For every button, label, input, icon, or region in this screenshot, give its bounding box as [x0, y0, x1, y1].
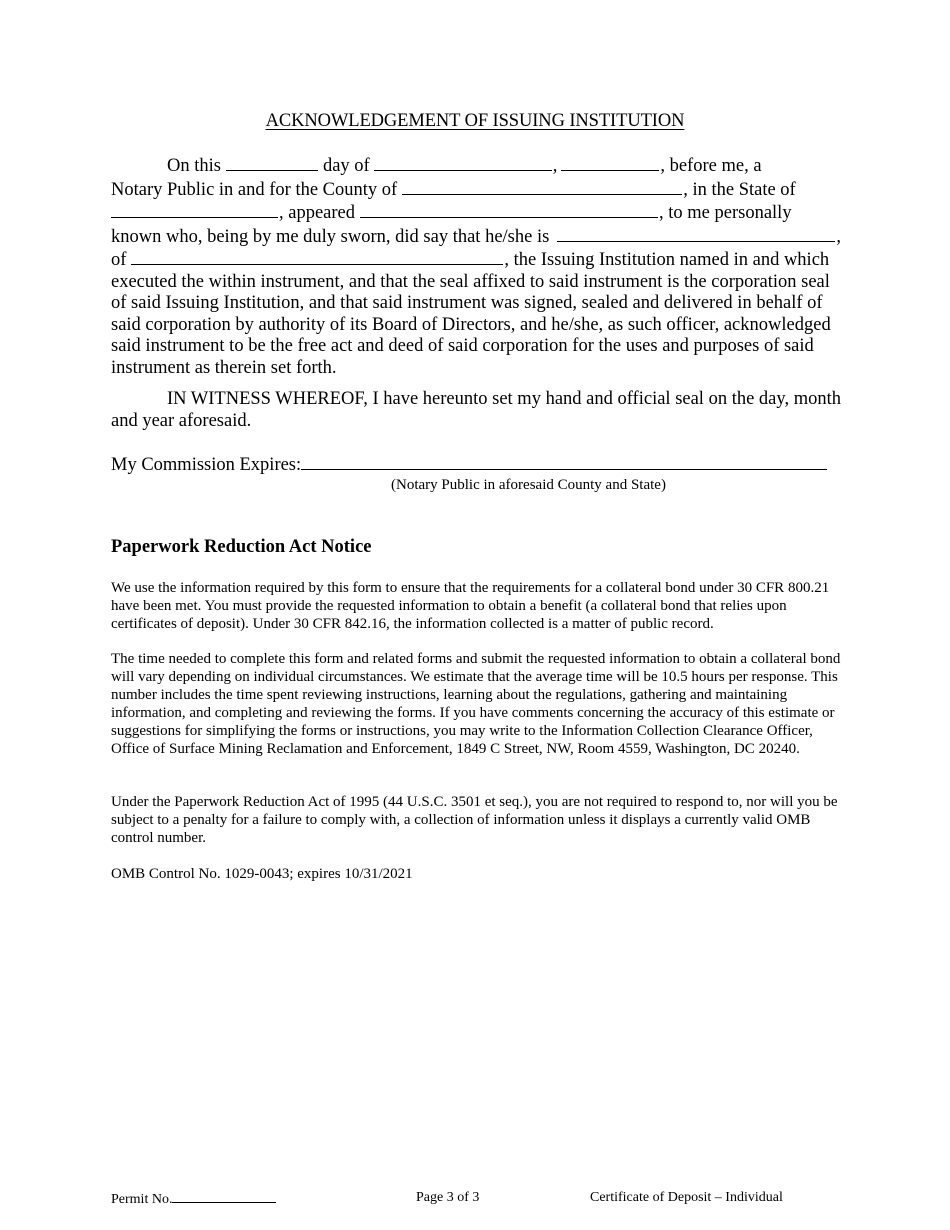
- footer-permit: [111, 1190, 276, 1208]
- month-field[interactable]: [374, 154, 552, 171]
- ack-line-2: [111, 178, 841, 202]
- commission-expires-row: [111, 453, 827, 476]
- footer-form-name: Certificate of Deposit – Individual: [590, 1190, 783, 1205]
- ack-line-1: [111, 154, 841, 178]
- ack-body-text: executed the within instrument, and that the seal affixed to said instrument is the corporation seal of said Issuing Institution, and that said instrument was signed, sealed and delivered in behalf of said corporation by authority of its Board of Directors, and he/she, as such officer, acknowledged said instrument to be the free act and deed of said corporation for the uses and purposes of said instrument as therein set forth.: [111, 271, 831, 378]
- appeared-name-field[interactable]: [360, 201, 658, 218]
- paperwork-paragraph-1: We use the information required by this form to ensure that the requirements for a collateral bond under 30 CFR 800.21 have been met. You must provide the requested information to obtain a benefit (a collateral bond that relies upon certificates of deposit). Under 30 CFR 842.16, the information collected is a matter of public record.: [111, 580, 830, 632]
- county-field[interactable]: [402, 178, 682, 195]
- ack-line-5: [111, 248, 841, 272]
- notary-county-text: Notary Public in and for the County of: [111, 179, 398, 200]
- state-of-text: , in the State of: [683, 179, 796, 200]
- omb-control-number: OMB Control No. 1029-0043; expires 10/31/2021: [111, 866, 413, 882]
- day-of-text: day of: [322, 156, 370, 176]
- before-me-text: , before me, a: [660, 156, 762, 176]
- institution-name-field[interactable]: [131, 248, 503, 265]
- title-position-field[interactable]: [557, 225, 835, 242]
- comma-text: ,: [552, 156, 558, 176]
- paperwork-paragraph-2: The time needed to complete this form and related forms and submit the requested information to obtain a collateral bond will vary depending on individual circumstances. We estimate that the average time will be 10.5 hours per response. This number includes the time spent reviewing instructions, learning about the regulations, gathering and maintaining information, and completing and reviewing the forms. If you have comments concerning the accuracy of this estimate or suggestions for simplifying the forms or instructions, you may write to the Information Collection Clearance Officer, Office of Surface Mining Reclamation and Enforcement, 1849 C Street, NW, Room 4559, Washington, DC 20240.: [111, 651, 841, 757]
- footer-page-number: Page 3 of 3: [416, 1190, 480, 1205]
- ack-line-4: [111, 225, 841, 249]
- appeared-text: , appeared: [279, 203, 356, 223]
- commission-expires-label: My Commission Expires:: [111, 455, 302, 475]
- permit-label: Permit No.: [111, 1192, 173, 1207]
- notary-caption: (Notary Public in aforesaid County and State): [391, 477, 666, 493]
- ack-line-3: [111, 201, 841, 225]
- paperwork-paragraph-3: Under the Paperwork Reduction Act of 1995 (44 U.S.C. 3501 et seq.), you are not required to respond to, nor will you be subject to a penalty for a failure to comply with, a collection of information unless it displays a currently valid OMB control number.: [111, 794, 838, 846]
- issuing-institution-text: , the Issuing Institution named in and which: [504, 250, 830, 270]
- of-text: of: [111, 250, 127, 270]
- day-number-field[interactable]: [226, 154, 318, 171]
- on-this-text: On this: [167, 156, 221, 176]
- witness-paragraph: IN WITNESS WHEREOF, I have hereunto set my hand and official seal on the day, month and year aforesaid.: [111, 389, 841, 431]
- permit-number-field[interactable]: [172, 1190, 276, 1203]
- known-who-text: known who, being by me duly sworn, did say that he/she is: [111, 226, 550, 247]
- page-title: ACKNOWLEDGEMENT OF ISSUING INSTITUTION: [265, 111, 685, 131]
- personally-text: , to me personally: [659, 203, 792, 223]
- year-field[interactable]: [561, 154, 659, 171]
- state-field[interactable]: [111, 201, 278, 218]
- commission-signature-field[interactable]: [301, 453, 827, 470]
- comma-text-2: ,: [836, 226, 841, 247]
- acknowledgement-block: [111, 154, 841, 379]
- paperwork-heading: Paperwork Reduction Act Notice: [111, 537, 372, 557]
